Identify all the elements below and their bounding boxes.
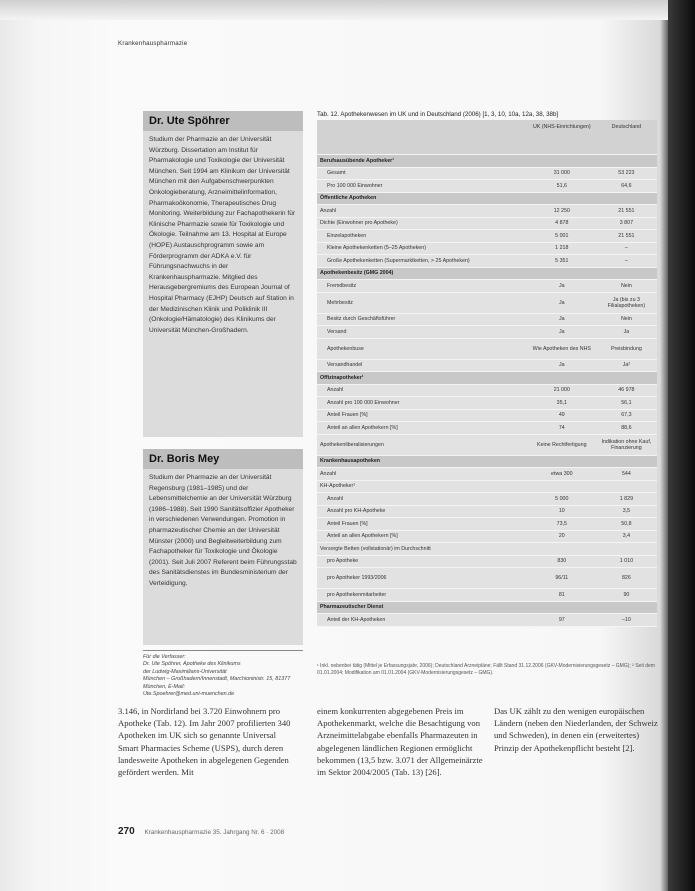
table-row [317, 468, 657, 481]
row-label: Anteil der KH-Apotheken [317, 614, 528, 627]
table-row [317, 230, 657, 243]
bio-box-mey [143, 449, 303, 645]
table-row [317, 180, 657, 193]
table-row [317, 434, 657, 455]
table-row [317, 242, 657, 255]
row-label: Anzahl pro 100 000 Einwohner [317, 397, 528, 410]
cell-de: Preisbindung [596, 338, 657, 359]
table-row [317, 255, 657, 268]
table-row [317, 568, 657, 589]
cell-de [596, 455, 657, 468]
cell-uk: 4 878 [528, 217, 596, 230]
bio-text: Studium der Pharmazie an der Universität Würzburg. Dissertation am Institut für Pharmakologie und Toxikologie der Universität München. Seit 1994 am Klinikum der Universität München mit den Aufgabenschwerpunkten Onkologieberatung, Arzneimittelinformation, Pharmakoökonomie, Therapeutisches Drug Monitoring. Weiterbildung zur Fachapothekerin für Klinische Pharmazie sowie für Toxikologie und Ökologie. Teilnahme am 13. Hospital at Europe (HOPE) Austauschprogramm sowie am Förderprogramm der ADKA e.V. für Führungsnachwuchs in der Krankenhauspharmazie. Mitglied des Herausgebergremiums des European Journal of Hospital Pharmacy (EJHP) Deutsch auf Station in der Medizinischen Klinik und Poliklinik III (Onkologie/Hämatologie) des Klinikums der Universität München-Großhadern. [149, 136, 296, 334]
cell-de [596, 543, 657, 556]
cell-de: – [596, 242, 657, 255]
cell-de: 50,8 [596, 518, 657, 531]
row-label: Anzahl pro KH-Apotheke [317, 505, 528, 518]
cell-uk: 49 [528, 409, 596, 422]
cell-de: 544 [596, 468, 657, 481]
cell-de: 1 010 [596, 555, 657, 568]
scan-shadow [0, 0, 695, 20]
row-label: Anteil an allen Apothekern [%] [317, 530, 528, 543]
row-label: pro Apothekenmitarbeiter [317, 589, 528, 602]
table-row [317, 384, 657, 397]
cell-uk [528, 480, 596, 493]
table-row [317, 543, 657, 556]
bio-box-spoehrer [143, 111, 303, 437]
cell-de: Nein [596, 280, 657, 293]
row-label: Versand [317, 326, 528, 339]
cell-uk: 35,1 [528, 397, 596, 410]
cell-uk: 5 351 [528, 255, 596, 268]
row-label: Apothekenbesitz (GMG 2004) [317, 267, 528, 280]
table-section-row [317, 192, 657, 205]
cell-uk: Keine Rechtfertigung [528, 434, 596, 455]
bio-text: Studium der Pharmazie an der Universität Regensburg (1981–1985) und der Lebensmittelchemie an der Universität Würzburg (1986–1988). Seit 1990 Sanitätsoffizier Apotheker in verschiedenen Verwendungen. Promotion in pharmazeutischer Chemie an der Universität Münster (2000) und Begleitweiterbildung zum Fachapotheker für Toxikologie und Ökologie (2001). Seit Juli 2007 Referent beim Führungsstab des Sanitätsdienstes im Bundesministerium der Verteidigung. [149, 474, 297, 587]
cell-uk: 5 000 [528, 493, 596, 506]
cell-de [596, 155, 657, 168]
cell-uk [528, 455, 596, 468]
table-row [317, 422, 657, 435]
table-caption: Tab. 12. Apothekenwesen im UK und in Deutschland (2006) [1, 3, 10, 10a, 12a, 38, 38b] [317, 111, 559, 118]
row-label: Anteil Frauen [%] [317, 518, 528, 531]
table-row [317, 313, 657, 326]
table-row [317, 480, 657, 493]
cell-de: 90 [596, 589, 657, 602]
table-row [317, 326, 657, 339]
column-header-de: Deutschland [596, 120, 657, 155]
column-header-uk: UK (NHS-Einrichtungen) [528, 120, 596, 155]
cell-uk [528, 543, 596, 556]
table-row [317, 338, 657, 359]
table-section-row [317, 601, 657, 614]
contact-line: München – Großhadern/Innenstadt, Marchioninistr. 15, 81377 München, E-Mail: [143, 676, 291, 690]
page-footer [118, 826, 284, 837]
table-row [317, 505, 657, 518]
cell-uk: 5 001 [528, 230, 596, 243]
cell-uk: Ja [528, 313, 596, 326]
row-label: Fremdbesitz [317, 280, 528, 293]
cell-uk: 20 [528, 530, 596, 543]
cell-uk: 10 [528, 505, 596, 518]
cell-de [596, 480, 657, 493]
row-label: Versorgte Betten (vollstationär) im Durchschnitt [317, 543, 528, 556]
cell-de: – [596, 255, 657, 268]
cell-uk [528, 155, 596, 168]
contact-line: Ute.Spoehrer@med.uni-muenchen.de [143, 691, 235, 698]
table-header-cell [317, 120, 528, 155]
pharmacy-comparison-table [317, 120, 657, 627]
row-label: Anteil an allen Apothekern [%] [317, 422, 528, 435]
row-label: KH-Apotheker¹ [317, 480, 528, 493]
table-footnotes: ¹ Inkl. nebenbei tätig (Mittel je Erfassungsjahr, 2006); Deutschland Arzneipläne; Fällt Stand 31.12.2006 (GKV-Modernisierungsgesetz – GMG); ² Seit dem 01.01.2004; Modifikation am 01.01.2004 (GKV-Modernisierungsgesetz – GMG). [317, 663, 655, 676]
row-label: Anteil Frauen [%] [317, 409, 528, 422]
journal-name: Krankenhauspharmazie 35. Jahrgang Nr. 6 · 2008 [144, 829, 285, 836]
body-column-1: 3.146, in Nordirland bei 3.720 Einwohnern pro Apotheke (Tab. 12). Im Jahr 2007 profilierten 340 Apotheken im UK sich so genannte Universal Smart Pharmacies Scheme (USPS), durch deren landesweite Apotheken in abgelegenen Gegenden gefördert werden. Mit [118, 706, 291, 778]
cell-uk: Wie Apotheken des NHS [528, 338, 596, 359]
cell-de: –10 [596, 614, 657, 627]
row-label: Dichte (Einwohner pro Apotheke) [317, 217, 528, 230]
table-row [317, 518, 657, 531]
cell-de: Indikation ohne Kauf, Finanzierung [596, 434, 657, 455]
row-label: Anzahl [317, 493, 528, 506]
body-column-2: einem konkurrenten abgegebenen Preis im Apothekenmarkt, welche die Besachtigung von Arzneimittelabgabe ebenfalls Pharmazeuten in abgelegenen ländlichen Regionen ermöglicht bekommen (13,5 bzw. 3.071 der Allgemeinärzte im Sektor 2004/2005 (Tab. 13) [26]. [317, 706, 483, 778]
row-label: Pharmazeutischer Dienst [317, 601, 528, 614]
row-label: Anzahl [317, 384, 528, 397]
cell-de: Ja (bis zu 3 Filialapotheken) [596, 292, 657, 313]
cell-uk: 1 218 [528, 242, 596, 255]
contact-line: Für die Verfasser: [143, 654, 186, 660]
cell-uk: 830 [528, 555, 596, 568]
table-row [317, 292, 657, 313]
row-label: Anzahl [317, 205, 528, 218]
row-label: Kleine Apothekenketten (5–25 Apotheken) [317, 242, 528, 255]
row-label: pro Apotheker 1993/2006 [317, 568, 528, 589]
cell-de: 64,6 [596, 180, 657, 193]
cell-uk: 51,6 [528, 180, 596, 193]
row-label: Anzahl [317, 468, 528, 481]
author-contact [143, 650, 303, 698]
row-label: Mehrbesitz [317, 292, 528, 313]
cell-de [596, 372, 657, 385]
cell-de: 21 551 [596, 230, 657, 243]
scan-edge [668, 0, 695, 891]
table-section-row [317, 155, 657, 168]
cell-uk: 96/11 [528, 568, 596, 589]
table-header-row [317, 120, 657, 155]
table-row [317, 614, 657, 627]
cell-uk [528, 192, 596, 205]
row-label: Versandhandel [317, 359, 528, 372]
cell-de: 3,5 [596, 505, 657, 518]
table-row [317, 493, 657, 506]
row-label: Offizinapotheker¹ [317, 372, 528, 385]
row-label: Gesamt [317, 167, 528, 180]
row-label: Einzelapotheken [317, 230, 528, 243]
row-label: Pro 100 000 Einwohner [317, 180, 528, 193]
bio-name: Dr. Boris Mey [143, 449, 303, 469]
table-row [317, 359, 657, 372]
cell-de [596, 267, 657, 280]
table-row [317, 409, 657, 422]
table-row [317, 205, 657, 218]
row-label: Große Apothekenketten (Supermarktketten, > 25 Apotheken) [317, 255, 528, 268]
table-row [317, 280, 657, 293]
table-row [317, 397, 657, 410]
cell-uk: Ja [528, 359, 596, 372]
cell-uk: Ja [528, 326, 596, 339]
cell-de: Ja² [596, 359, 657, 372]
cell-uk: 31 000 [528, 167, 596, 180]
table-row [317, 217, 657, 230]
cell-de: 46 978 [596, 384, 657, 397]
row-label: Berufsausübende Apotheker¹ [317, 155, 528, 168]
contact-line: der Ludwig-Maximilians-Universität [143, 668, 227, 675]
table-row [317, 167, 657, 180]
contact-line: Dr. Ute Spöhrer, Apotheke des Klinikums [143, 661, 241, 668]
cell-de: 3 807 [596, 217, 657, 230]
cell-uk: 21 000 [528, 384, 596, 397]
cell-de: 53 223 [596, 167, 657, 180]
cell-de: 1 829 [596, 493, 657, 506]
row-label: Krankenhausapotheken [317, 455, 528, 468]
cell-uk: 73,5 [528, 518, 596, 531]
row-label: Besitz durch Geschäftsführer [317, 313, 528, 326]
running-header [118, 40, 187, 47]
cell-uk: etwa 300 [528, 468, 596, 481]
row-label: Apothekenbuse [317, 338, 528, 359]
table-row [317, 589, 657, 602]
table-section-row [317, 372, 657, 385]
page-number: 270 [118, 826, 135, 837]
cell-uk [528, 601, 596, 614]
cell-de: 21 551 [596, 205, 657, 218]
cell-uk: Ja [528, 292, 596, 313]
cell-de: Ja [596, 326, 657, 339]
row-label: Apothekenliberalisierungen [317, 434, 528, 455]
table-row [317, 555, 657, 568]
cell-uk: 97 [528, 614, 596, 627]
cell-uk: 12 250 [528, 205, 596, 218]
body-column-3: Das UK zählt zu den wenigen europäischen Ländern (neben den Niederlanden, der Schweiz und Schweden), in denen ein (erweitertes) Prinzip der Apothekenpflicht besteht [2]. [494, 706, 658, 753]
cell-uk: Ja [528, 280, 596, 293]
cell-de: 67,3 [596, 409, 657, 422]
cell-uk: 81 [528, 589, 596, 602]
bio-name: Dr. Ute Spöhrer [143, 111, 303, 131]
table-row [317, 530, 657, 543]
cell-de: 3,4 [596, 530, 657, 543]
table-section-row [317, 267, 657, 280]
cell-de: 88,6 [596, 422, 657, 435]
row-label: Öffentliche Apotheken [317, 192, 528, 205]
row-label: pro Apotheke [317, 555, 528, 568]
cell-de: Nein [596, 313, 657, 326]
cell-de: 826 [596, 568, 657, 589]
table-section-row [317, 455, 657, 468]
cell-uk: 74 [528, 422, 596, 435]
cell-de [596, 192, 657, 205]
cell-de [596, 601, 657, 614]
cell-uk [528, 372, 596, 385]
cell-uk [528, 267, 596, 280]
cell-de: 56,1 [596, 397, 657, 410]
header-title: Krankenhauspharmazie [118, 40, 188, 47]
